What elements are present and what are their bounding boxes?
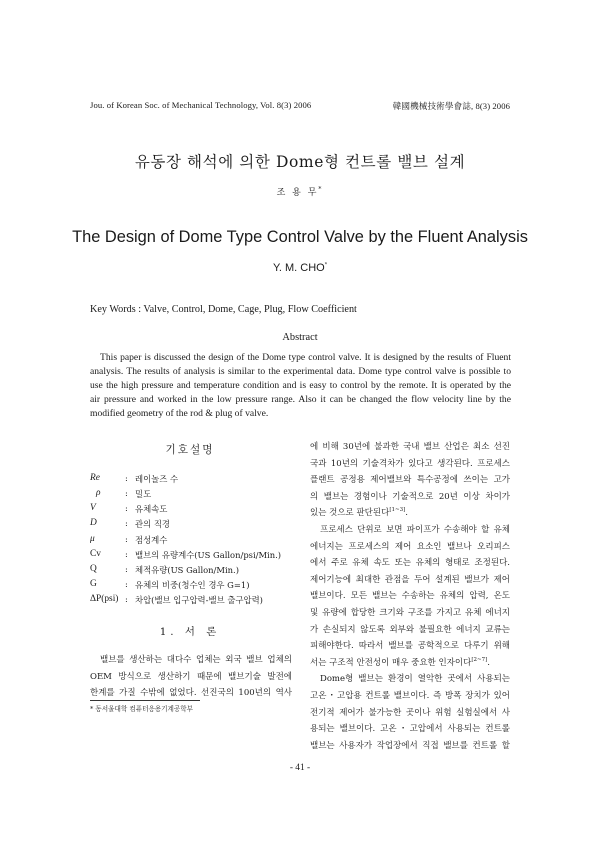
text-line: 밸브는 사용자가 작업장에서 직접 밸브를 컨트롤 할 — [310, 740, 510, 751]
author-mark: * — [318, 186, 324, 193]
text-line: 밸브를 생산하는 대다수 업체는 외국 밸브 업체의 — [100, 655, 292, 665]
footnote-rule — [90, 700, 200, 701]
footnote: * 동서울대학 컴퓨터응용기계공학부 — [90, 705, 194, 713]
title-korean: 유동장 해석에 의한 Dome형 컨트롤 밸브 설계 — [134, 153, 466, 171]
symbol: G — [90, 579, 97, 589]
citation: [1~3] — [389, 507, 406, 514]
text-line: 피해야한다. 따라서 밸브를 공학적으로 다루기 위해 — [310, 641, 510, 652]
abstract-line: air pressure and worked in the low pressure range. Also it can be changed the flow velocity line by the — [90, 394, 511, 406]
separator: : — [125, 579, 128, 589]
keywords-text: : Valve, Control, Dome, Cage, Plug, Flow Coefficient — [135, 304, 357, 315]
text-line: 고온・고압용 컨트롤 밸브이다. 즉 방폭 장치가 있어 — [310, 690, 510, 701]
title-english: The Design of Dome Type Control Valve by the Fluent Analysis — [72, 228, 528, 246]
keywords-label: Key Words — [90, 304, 136, 315]
text-line: 가 손실되지 않도록 외부와 불필요한 에너지 교류는 — [310, 624, 510, 635]
separator: : — [125, 564, 128, 574]
symbol: Re — [90, 473, 100, 483]
text-line: OEM 방식으로 생산하기 때문에 밸브기술 발전에 — [90, 671, 292, 682]
text-line: 한계를 가질 수밖에 없었다. 선진국의 100년의 역사 — [90, 688, 292, 699]
symbol: Cv — [90, 549, 101, 559]
text-line: 있는 것으로 판단된다[1~3]. — [310, 507, 408, 519]
abstract-line: use the high pressure and temperature condition and is easy to control by the remote. It is operated by the — [90, 380, 511, 392]
journal-header-right: 韓國機械技術學會誌, 8(3) 2006 — [392, 101, 510, 111]
separator: : — [125, 473, 128, 483]
text-line-content: 있는 것으로 판단된다 — [310, 508, 390, 519]
separator: : — [125, 594, 128, 604]
symbol-description: 레이놀즈 수 — [135, 474, 179, 484]
symbol-description: 유체속도 — [135, 504, 168, 514]
text-line: 플랜트 공정용 제어밸브와 특수공정에 쓰이는 고가 — [310, 475, 510, 486]
separator: : — [125, 503, 128, 513]
separator: : — [125, 534, 128, 544]
text-line: 용되는 밸브이다. 고온・고압에서 사용되는 컨트롤 — [310, 724, 510, 735]
separator: : — [125, 549, 128, 559]
author-korean-name: 조 용 무 — [276, 188, 319, 198]
symbol: ΔP(psi) — [90, 594, 119, 604]
abstract-heading: Abstract — [282, 332, 318, 343]
symbol-description: 관의 직경 — [135, 519, 171, 529]
citation: [2~7] — [471, 656, 488, 663]
section-heading-introduction: 1. 서 론 — [159, 626, 221, 638]
separator: : — [125, 518, 128, 528]
symbol-description: 차압(밸브 입구압력-밸브 출구압력) — [135, 595, 263, 605]
right-column-text — [310, 439, 510, 754]
symbol: Q — [90, 564, 97, 574]
author-korean — [0, 185, 600, 198]
page-number: - 41 - — [289, 763, 311, 773]
text-line: 에너지는 프로세스의 제어 요소인 밸브나 오리피스 — [310, 541, 510, 552]
text-line: 및 유량에 합당한 크기와 구조를 가지고 유체 에너지 — [310, 607, 510, 618]
nomenclature-heading: 기호설명 — [165, 444, 215, 456]
abstract-body — [90, 351, 511, 421]
text-line: 제어기능에 최대한 관점을 두어 설계된 밸브가 제어 — [310, 574, 510, 585]
text-line: 서는 구조적 안전성이 매우 중요한 인자이다[2~7]. — [310, 656, 490, 668]
introduction-paragraph — [90, 652, 292, 702]
author-mark-en: * — [324, 262, 328, 269]
separator: : — [125, 488, 128, 498]
text-line: 에서 주로 유체 속도 또는 유체의 형태로 조정된다. — [310, 558, 510, 569]
abstract-line: This paper is discussed the design of the Dome type control valve. It is designed by the results of Fluent — [100, 352, 511, 363]
symbol-description: 점성계수 — [135, 535, 168, 545]
symbol-description: 체적유량(US Gallon/Min.) — [135, 565, 239, 575]
text-line: 전기적 제어가 불가능한 곳이나 위험 실험실에서 사 — [310, 707, 510, 718]
text-line: 프로세스 단위로 보면 파이프가 수송해야 할 유체 — [320, 524, 510, 535]
symbol-description: 밀도 — [135, 489, 152, 499]
symbol: D — [90, 518, 97, 528]
abstract-line: analysis. The results of analysis is similar to the experimental data. Dome type control valve is possible to — [90, 366, 511, 378]
journal-header-left: Jou. of Korean Soc. of Mechanical Technology, Vol. 8(3) 2006 — [90, 100, 312, 110]
text-line-content: 서는 구조적 안전성이 매우 중요한 인자이다 — [310, 657, 472, 668]
symbol-description: 밸브의 유량계수(US Gallon/psi/Min.) — [135, 550, 282, 560]
text-line: 의 밸브는 경험이나 기술적으로 20년 이상 차이가 — [310, 491, 510, 502]
symbol: V — [90, 503, 96, 513]
author-english-name: Y. M. CHO — [272, 262, 325, 274]
text-line: 밸브이다. 모든 밸브는 수송하는 유체의 압력, 온도 — [310, 591, 510, 602]
author-english — [0, 262, 600, 274]
symbol: μ — [90, 534, 95, 544]
text-line: Dome형 밸브는 환경이 열악한 곳에서 사용되는 — [320, 674, 510, 685]
text-line: 국과 10년의 기술격차가 있다고 생각된다. 프로세스 — [310, 458, 510, 469]
abstract-line: modified geometry of the rod & plug of valve. — [90, 408, 269, 420]
symbol-description: 유체의 비중(청수인 경우 G=1) — [135, 580, 250, 590]
symbol: ρ — [96, 488, 101, 498]
text-line: 에 비해 30년에 불과한 국내 밸브 산업은 최소 선진 — [310, 442, 510, 452]
keywords — [90, 304, 357, 315]
